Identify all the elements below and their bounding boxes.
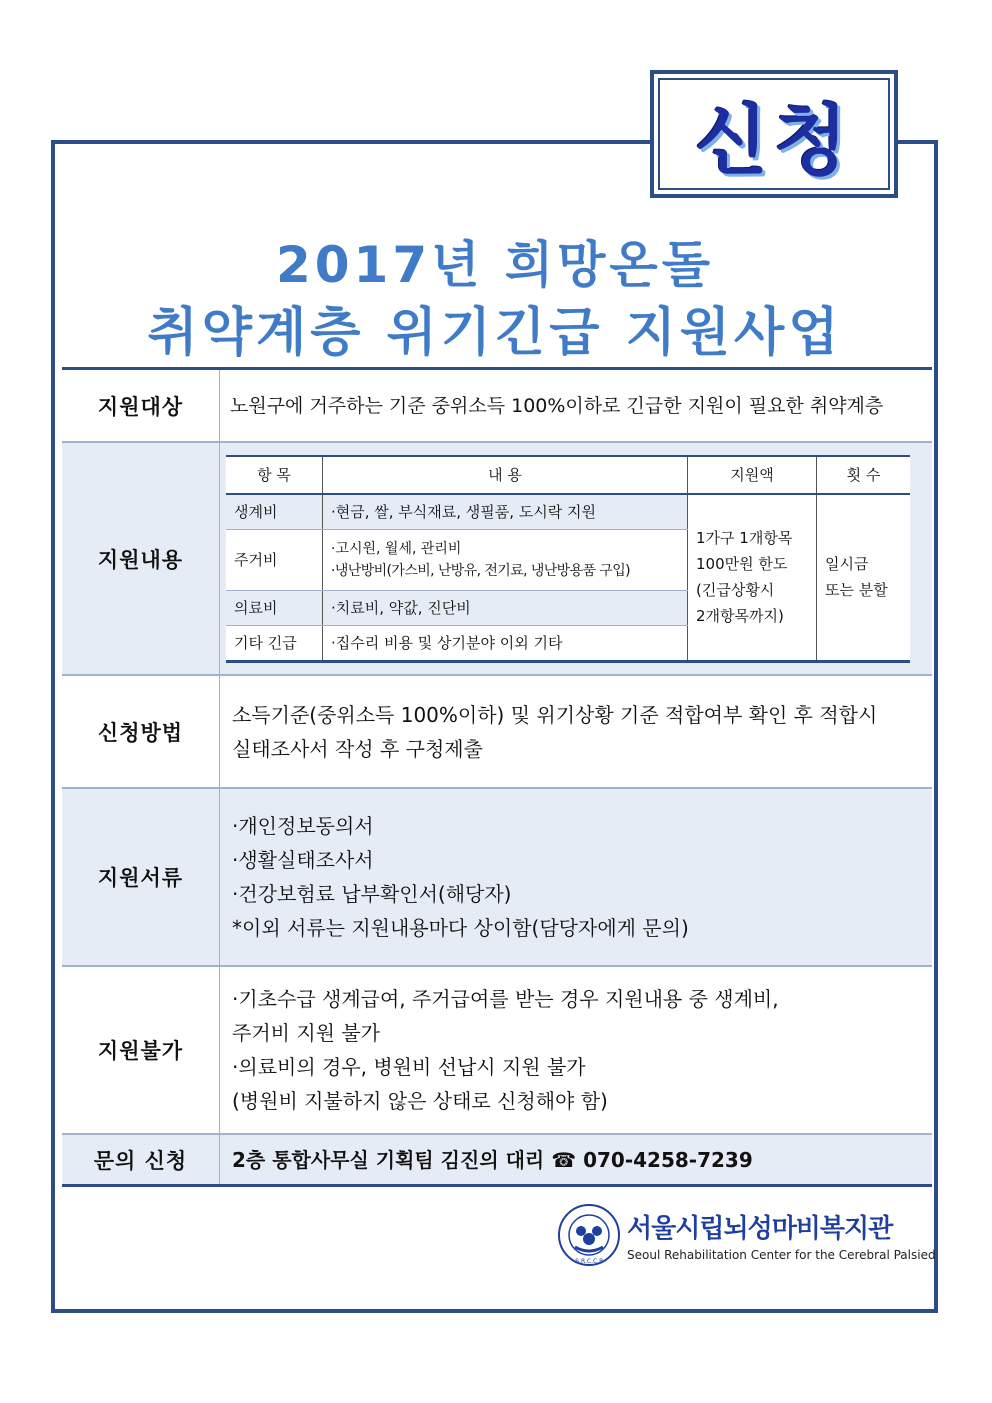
item-content: ·치료비, 약값, 진단비 — [323, 590, 688, 625]
row-ineligible-body — [220, 967, 932, 1133]
amount-line: 100만원 한도 — [696, 555, 788, 573]
header-content: 내 용 — [323, 456, 688, 494]
document-line: ·개인정보동의서 — [232, 814, 374, 838]
item-name: 주거비 — [226, 529, 323, 590]
row-target — [62, 367, 932, 443]
row-contact-label: 문의 신청 — [62, 1135, 220, 1184]
title-line-1: 2017년 희망온돌 — [275, 236, 715, 294]
row-target-text: 노원구에 거주하는 기준 중위소득 100%이하로 긴급한 지원이 필요한 취약계층 — [230, 394, 884, 417]
item-content-line: ·냉난방비(가스비, 난방유, 전기료, 냉난방용품 구입) — [331, 562, 631, 579]
row-method-body — [220, 676, 932, 787]
ineligible-line: (병원비 지불하지 않은 상태로 신청해야 함) — [232, 1089, 608, 1113]
row-documents-body — [220, 789, 932, 965]
row-ineligible — [62, 967, 932, 1135]
logo-name: 서울시립뇌성마비복지관 — [627, 1214, 893, 1244]
info-table — [62, 367, 932, 1187]
header-amount: 지원액 — [688, 456, 817, 494]
row-method-label: 신청방법 — [62, 676, 220, 787]
document-line: ·건강보험료 납부확인서(해당자) — [232, 882, 512, 906]
apply-stamp-inner — [658, 78, 890, 190]
header-count: 횟 수 — [817, 456, 911, 494]
method-line: 소득기준(중위소득 100%이하) 및 위기상황 기준 적합여부 확인 후 적합시 — [232, 702, 878, 727]
support-items-table — [226, 455, 910, 663]
apply-stamp — [650, 70, 898, 198]
item-name: 생계비 — [226, 494, 323, 530]
document-line: ·생활실태조사서 — [232, 848, 374, 872]
row-documents — [62, 789, 932, 967]
row-contact — [62, 1135, 932, 1187]
item-name: 기타 긴급 — [226, 625, 323, 661]
item-content — [323, 529, 688, 590]
row-method — [62, 676, 932, 789]
logo-mark-text: S.R.C.C.P — [575, 1258, 603, 1265]
item-content: ·현금, 쌀, 부식재료, 생필품, 도시락 지원 — [323, 494, 688, 530]
amount-line: 2개항목까지) — [696, 607, 784, 625]
row-ineligible-label: 지원불가 — [62, 967, 220, 1133]
amount-line: (긴급상황시 — [696, 581, 775, 599]
row-content — [62, 443, 932, 676]
item-name: 의료비 — [226, 590, 323, 625]
row-documents-label: 지원서류 — [62, 789, 220, 965]
row-target-label: 지원대상 — [62, 370, 220, 441]
document-line: *이외 서류는 지원내용마다 상이함(담당자에게 문의) — [232, 916, 689, 940]
title-line-2: 취약계층 위기긴급 지원사업 — [147, 303, 843, 363]
ineligible-line: 주거비 지원 불가 — [232, 1021, 380, 1045]
logo-subtitle: Seoul Rehabilitation Center for the Cerebral Palsied — [627, 1248, 936, 1262]
header-item: 항 목 — [226, 456, 323, 494]
item-content: ·집수리 비용 및 상기분야 이외 기타 — [323, 625, 688, 661]
ineligible-line: ·의료비의 경우, 병원비 선납시 지원 불가 — [232, 1055, 586, 1079]
amount-cell — [688, 494, 817, 662]
count-cell — [817, 494, 911, 662]
row-contact-text: 2층 통합사무실 기획팀 김진의 대리 ☎ 070-4258-7239 — [232, 1147, 753, 1172]
ineligible-line: ·기초수급 생계급여, 주거급여를 받는 경우 지원내용 중 생계비, — [232, 987, 779, 1011]
row-content-body — [220, 443, 932, 674]
row-content-label: 지원내용 — [62, 443, 220, 674]
support-item-row — [226, 494, 910, 530]
apply-stamp-text: 신청 — [694, 95, 854, 185]
organization-logo — [557, 1203, 936, 1267]
item-content-line: ·고시원, 월세, 관리비 — [331, 540, 462, 557]
method-line: 실태조사서 작성 후 구청제출 — [232, 736, 483, 761]
amount-line: 1가구 1개항목 — [696, 529, 793, 547]
support-items-header — [226, 456, 910, 494]
logo-mark-icon — [557, 1203, 621, 1267]
count-line: 또는 분할 — [825, 581, 888, 599]
count-line: 일시금 — [825, 555, 869, 573]
logo-text — [627, 1208, 936, 1262]
